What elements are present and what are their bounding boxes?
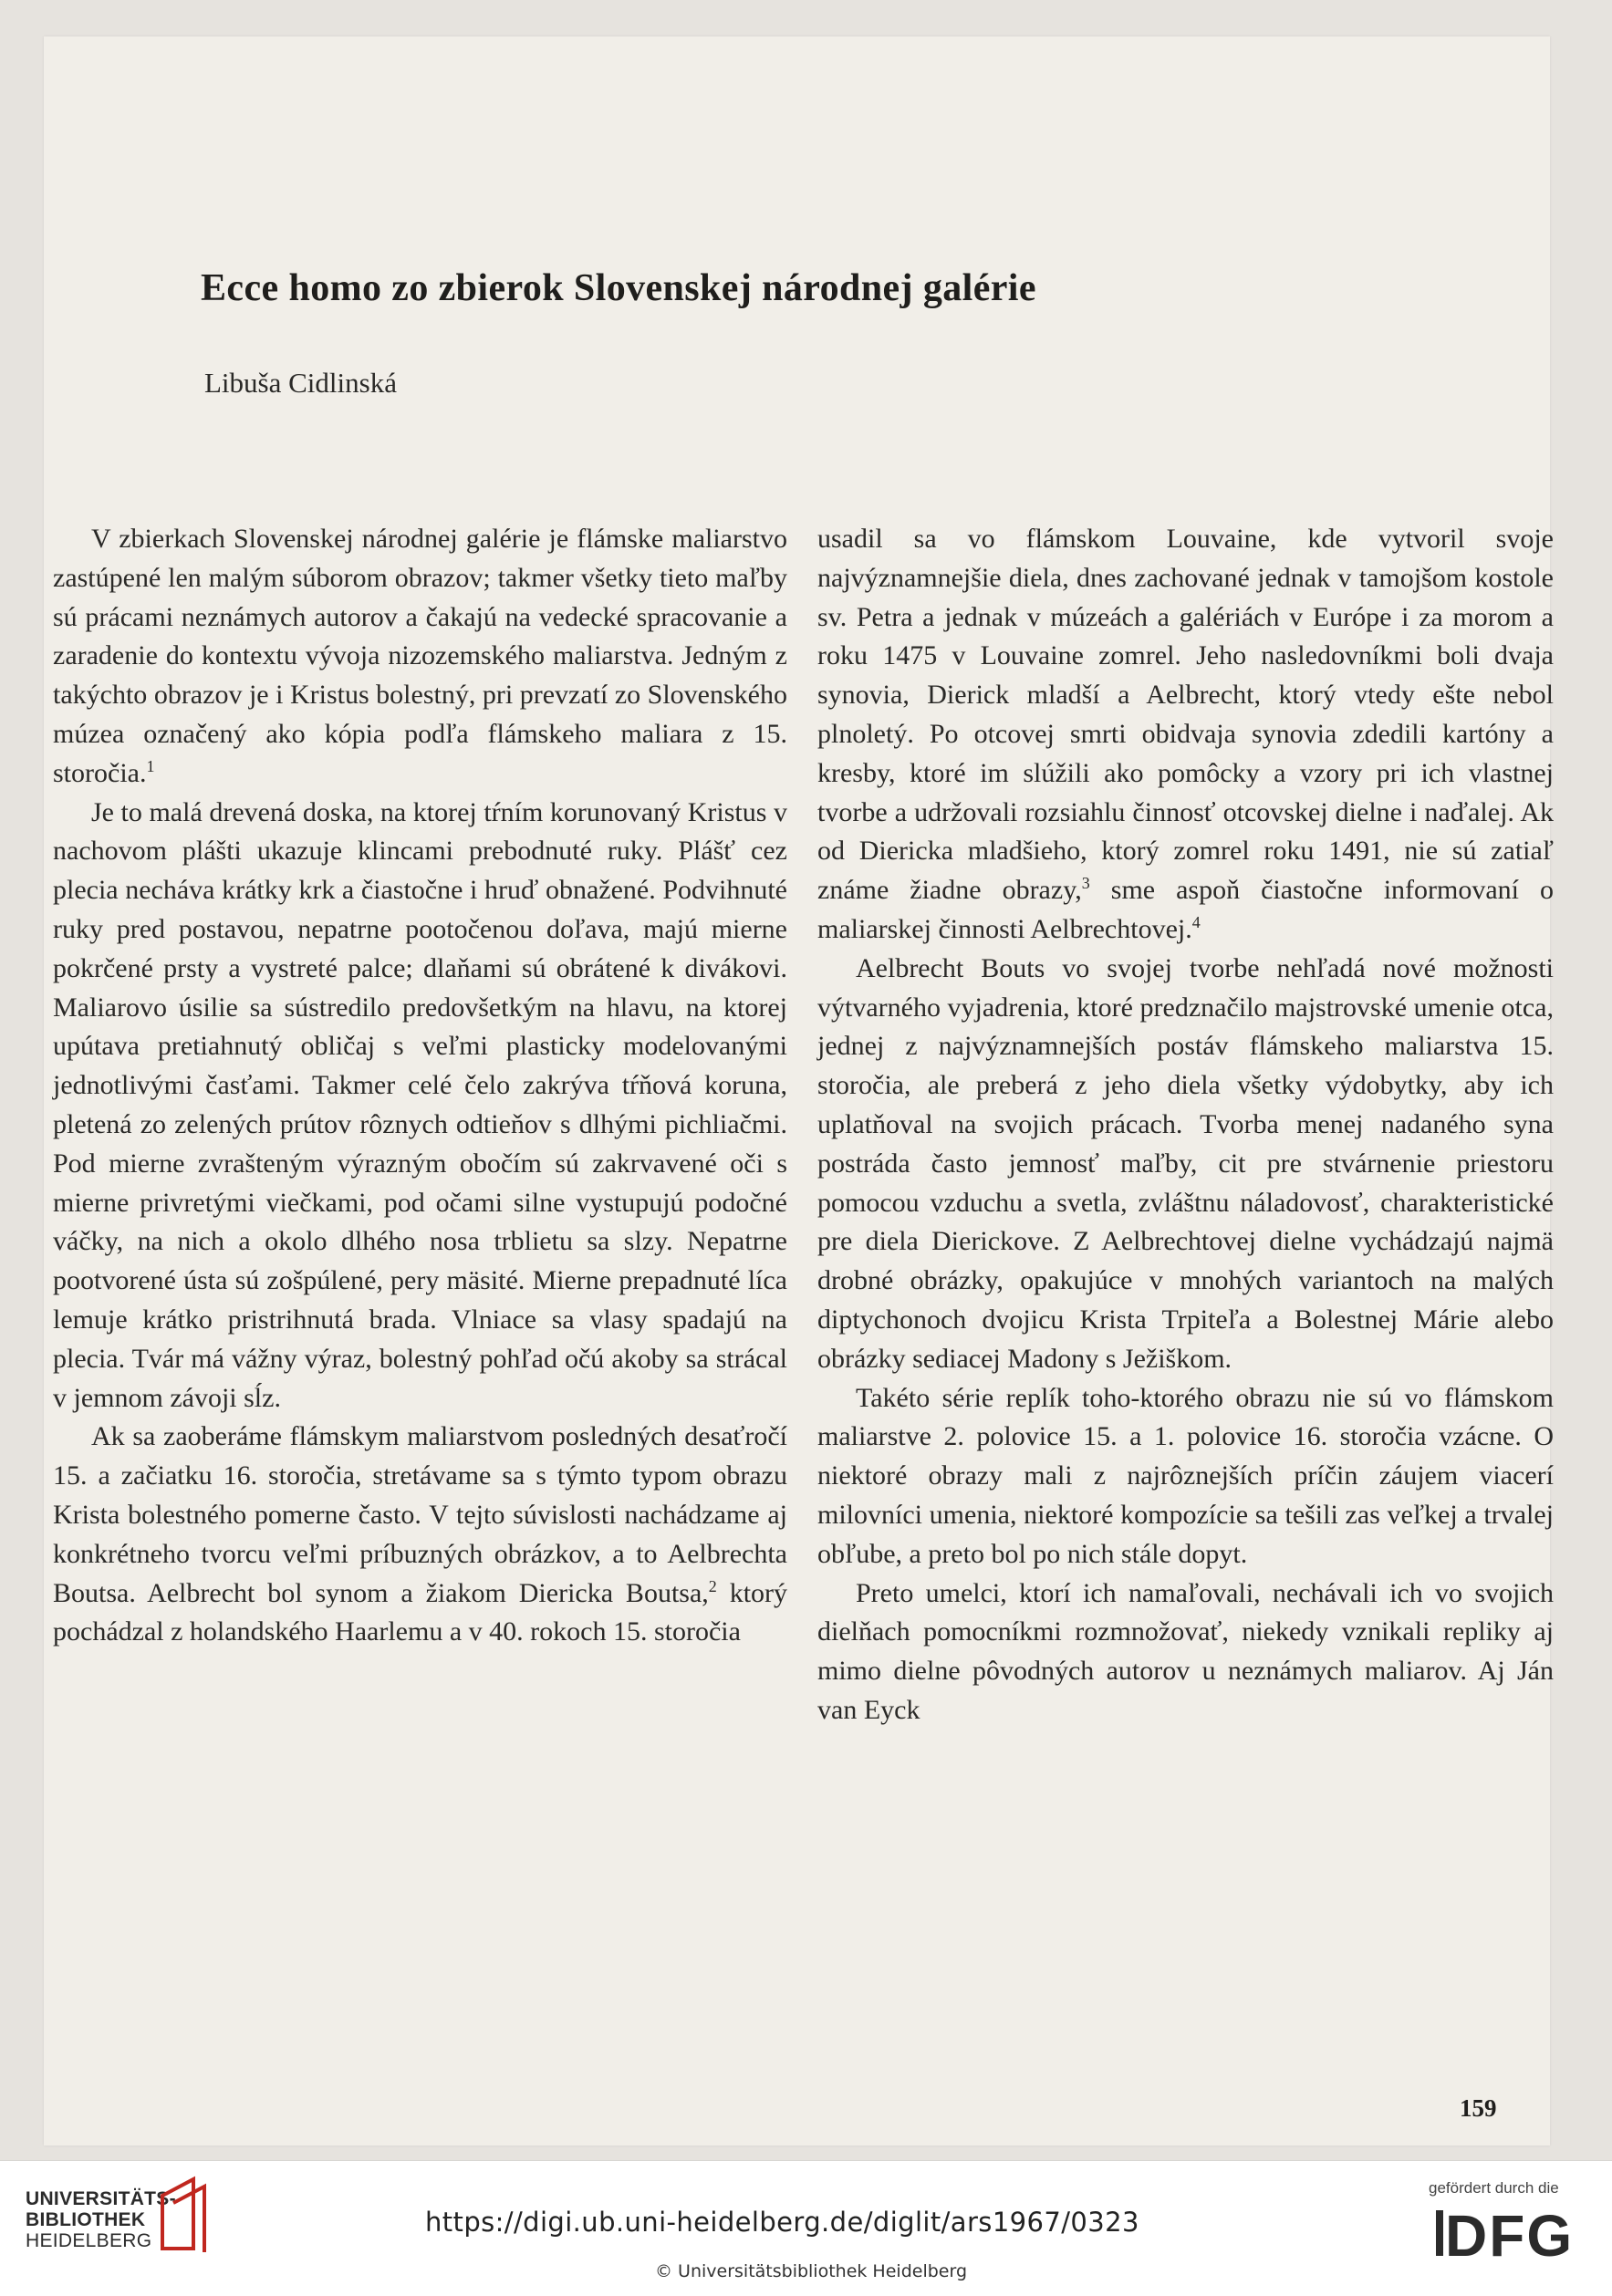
paragraph: [817, 1379, 1554, 1574]
text-column-right: [817, 520, 1554, 1730]
paragraph: [53, 1418, 787, 1652]
paragraph-text: sme aspoň čiastočne informovaní o maliarskej činnosti Aelbrechtovej.: [817, 875, 1554, 944]
logo-line: HEIDELBERG: [26, 2230, 152, 2251]
footnote-marker: 4: [1191, 912, 1201, 931]
copyright-notice: © Universitätsbibliothek Heidelberg: [655, 2261, 968, 2281]
paragraph: [817, 520, 1554, 950]
paragraph-text: Preto umelci, ktorí ich namaľovali, nechávali ich vo svojich dielňach pomocníkmi rozmnožovať, niekedy vznikali repliky aj mimo dielne pôvodných autorov u neznámych maliarov. Aj Ján van Eyck: [817, 1577, 1554, 1725]
library-logo[interactable]: [26, 2188, 176, 2251]
paragraph-text: Ak sa zaoberáme flámskym maliarstvom posledných desaťročí 15. a začiatku 16. storočia, stretávame sa s týmto typom obrazu Krista bolestného pomerne často. V tejto súvislosti nachádzame aj konkrétneho tvorcu veľmi príbuzných obrázkov, a to Aelbrechta Boutsa. Aelbrecht bol synom a žiakom Diericka Boutsa,: [53, 1421, 787, 1608]
library-emblem-icon: [157, 2176, 212, 2254]
article-title: Ecce homo zo zbierok Slovenskej národnej galérie: [201, 267, 1036, 309]
dfg-logo-text: DFG: [1445, 2203, 1575, 2263]
paragraph: [53, 794, 787, 1418]
article-author: Libuša Cidlinská: [204, 367, 397, 399]
footnote-marker: 3: [1081, 874, 1090, 893]
page-number: 159: [1460, 2094, 1497, 2122]
paragraph: [817, 950, 1554, 1379]
paragraph-text: V zbierkach Slovenskej národnej galérie je flámske maliarstvo zastúpené len malým súborom obrazov; takmer všetky tieto maľby sú prácami neznámych autorov a čakajú na vedecké spracovanie a zaradenie do kontextu vývoja nizozemského maliarstva. Jedným z takýchto obrazov je i Kristus bolestný, pri prevzatí zo Slovenského múzea označený ako kópia podľa flámskeho maliara z 15. storočia.: [53, 524, 787, 788]
paragraph-text: Takéto série replík toho-ktorého obrazu nie sú vo flámskom maliarstve 2. polovice 15. a 1. polovice 16. storočia vzácne. O niektoré obrazy mali z najrôznejších príčin záujem viacerí milovníci umenia, niektoré kompozície sa tešili zas veľkej a trvalej obľube, a preto bol po nich stále dopyt.: [817, 1382, 1554, 1569]
funder-label: gefördert durch die: [1429, 2179, 1559, 2197]
logo-line: UNIVERSITÄTS-: [26, 2188, 176, 2209]
viewer-footer: [0, 2160, 1612, 2296]
paragraph-text: usadil sa vo flámskom Louvaine, kde vytvoril svoje najvýznamnejšie diela, dnes zachované jednak v tamojšom kostole sv. Petra a jednak v múzeách a galériách v Európe i za morom a roku 1475 v Louvaine zomrel. Jeho nasledovníkmi boli dvaja synovia, Dierick mladší a Aelbrecht, ktorý vtedy ešte nebol plnoletý. Po otcovej smrti obidvaja synovia zdedili kartóny a kresby, ktoré im slúžili ako pomôcky a vzory pri ich vlastnej tvorbe a udržovali rozsiahlu činnosť otcovskej dielne i naďalej. Ak od Diericka mladšieho, ktorý zomrel roku 1491, nie sú zatiaľ známe žiadne obrazy,: [817, 524, 1554, 906]
paragraph-text: Je to malá drevená doska, na ktorej tŕním korunovaný Kristus v nachovom plášti ukazuje klincami prebodnuté ruky. Plášť cez plecia necháva krátky krk a čiastočne i hruď obnažené. Podvihnuté ruky pred postavou, nepatrne pootočenou doľava, majú mierne pokrčené prsty a vystreté palce; dlaňami sú obrátené k divákovi. Maliarovo úsilie sa sústredilo predovšetkým na hlavu, na ktorej upútava pretiahnutý obličaj s veľmi plasticky modelovanými jednotlivými časťami. Takmer celé čelo zakrýva tŕňová koruna, pletená zo zelených prútov rôznych odtieňov s dlhými pichliačmi. Pod mierne zvrašteným výrazným obočím sú zakrvavené oči s mierne privretými viečkami, pod očami silne vystupujú podočné váčky, na nich a okolo dlhého nosa trblietu sa slzy. Nepatrne pootvorené ústa sú zošpúlené, pery mäsité. Mierne prepadnuté líca lemuje krátko pristrihnutá brada. Vlniace sa vlasy spadajú na plecia. Tvár má vážny výraz, bolestný pohľad očú akoby sa strácal v jemnom závoji sĺz.: [53, 796, 787, 1413]
paragraph: [53, 520, 787, 794]
footnote-marker: 1: [146, 756, 155, 775]
dfg-logo[interactable]: [1432, 2203, 1587, 2263]
logo-line: BIBLIOTHEK: [26, 2209, 146, 2230]
permalink-url[interactable]: https://digi.ub.uni-heidelberg.de/diglit/ars1967/0323: [425, 2207, 1139, 2238]
paragraph-text: Aelbrecht Bouts vo svojej tvorbe nehľadá nové možnosti výtvarného vyjadrenia, ktoré predznačilo majstrovské umenie otca, jednej z najvýznamnejších postáv flámskeho maliarstva 15. storočia, ale preberá z jeho diela všetky výdobytky, aby ich uplatňoval na svojich prácach. Tvorba menej nadaného syna postráda často jemnosť maľby, cit pre stvárnenie priestoru pomocou vzduchu a svetla, zvláštnu náladovosť, charakteristické pre diela Dierickove. Z Aelbrechtovej dielne vychádzajú najmä drobné obrázky, opakujúce v mnohých variantoch na malých diptychonoch dvojicu Krista Trpiteľa a Bolestnej Márie alebo obrázky sediacej Madony s Ježiškom.: [817, 952, 1554, 1374]
paragraph-text: ktorý pochádzal z holandského Haarlemu a v 40. rokoch 15. storočia: [53, 1577, 788, 1647]
paragraph: [817, 1574, 1554, 1730]
footnote-marker: 2: [708, 1576, 717, 1595]
text-column-left: [53, 520, 787, 1652]
